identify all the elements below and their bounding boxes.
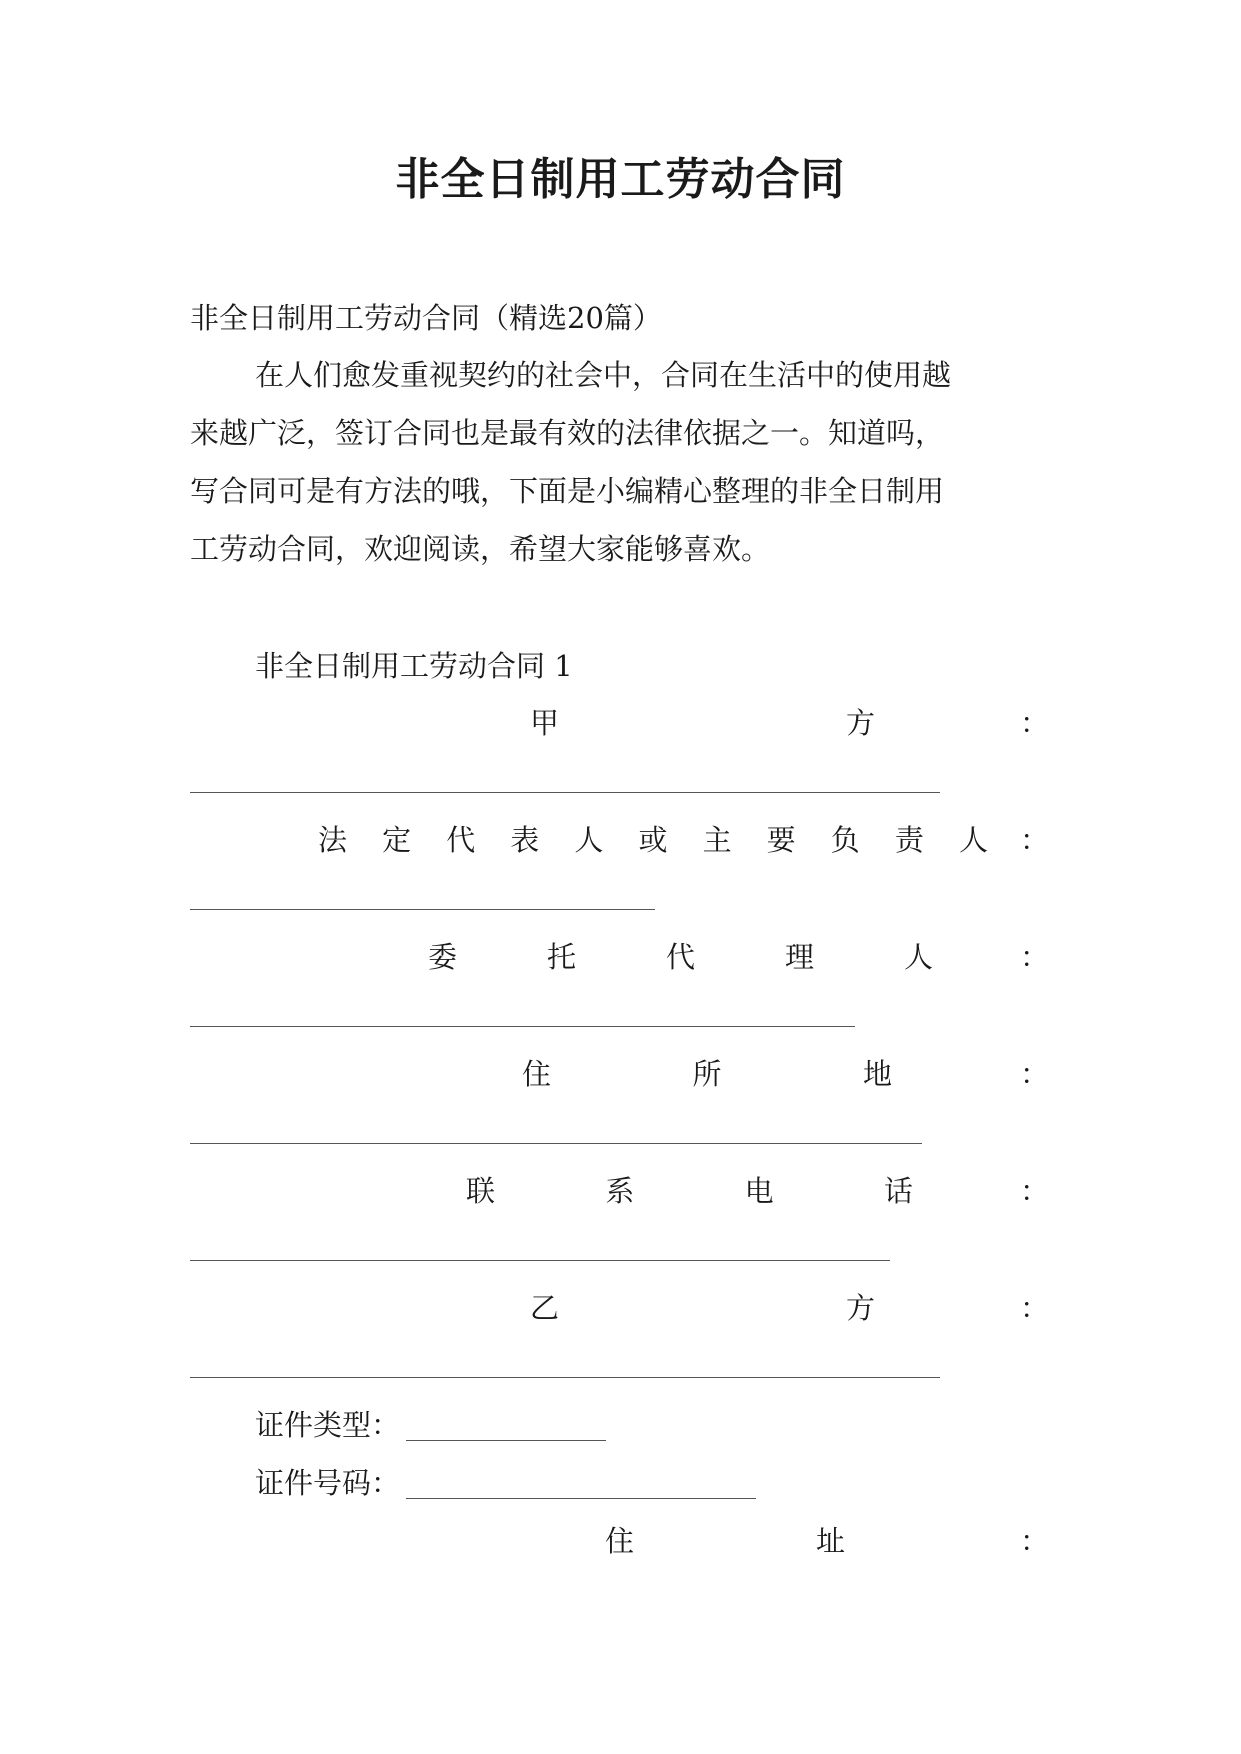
document-title: 非全日制用工劳动合同 <box>395 154 846 205</box>
id-number-row <box>255 1463 1115 1503</box>
intro-line-3: 写合同可是有方法的哦，下面是小编精心整理的非全日制用 <box>190 474 945 508</box>
intro-line-2: 来越广泛，签订合同也是最有效的法律依据之一。知道吗， <box>190 416 945 450</box>
phone-label: 联 系 电 话 <box>466 1174 913 1208</box>
party-a-colon: ： <box>1020 706 1050 740</box>
legal-rep-blank[interactable] <box>190 909 655 910</box>
party-b-colon: ： <box>1020 1291 1050 1325</box>
agent-blank[interactable] <box>190 1026 855 1027</box>
party-a-label: 甲 方 <box>530 706 875 740</box>
address-colon: ： <box>1020 1524 1050 1558</box>
section-heading: 非全日制用工劳动合同 1 <box>255 649 573 683</box>
party-a-blank[interactable] <box>190 792 940 793</box>
party-b-label: 乙 方 <box>530 1291 875 1325</box>
legal-rep-label: 法 定 代 表 人 或 主 要 负 责 人 <box>318 823 988 857</box>
id-type-label: 证件类型： <box>255 1408 401 1442</box>
intro-line-1: 在人们愈发重视契约的社会中，合同在生活中的使用越 <box>255 358 952 392</box>
agent-colon: ： <box>1020 940 1050 974</box>
id-type-blank[interactable] <box>406 1440 606 1441</box>
domicile-label: 住 所 地 <box>522 1057 892 1091</box>
domicile-colon: ： <box>1020 1057 1050 1091</box>
party-b-blank[interactable] <box>190 1377 940 1378</box>
id-number-blank[interactable] <box>406 1498 756 1499</box>
intro-line-4: 工劳动合同，欢迎阅读，希望大家能够喜欢。 <box>190 532 771 566</box>
phone-colon: ： <box>1020 1174 1050 1208</box>
legal-rep-colon: ： <box>1020 823 1050 857</box>
id-number-label: 证件号码： <box>255 1466 401 1500</box>
domicile-blank[interactable] <box>190 1143 922 1144</box>
address-label: 住 址 <box>605 1524 845 1558</box>
document-subtitle: 非全日制用工劳动合同（精选20篇） <box>190 301 662 335</box>
id-type-row <box>255 1405 1115 1445</box>
phone-blank[interactable] <box>190 1260 890 1261</box>
agent-label: 委 托 代 理 人 <box>428 940 933 974</box>
